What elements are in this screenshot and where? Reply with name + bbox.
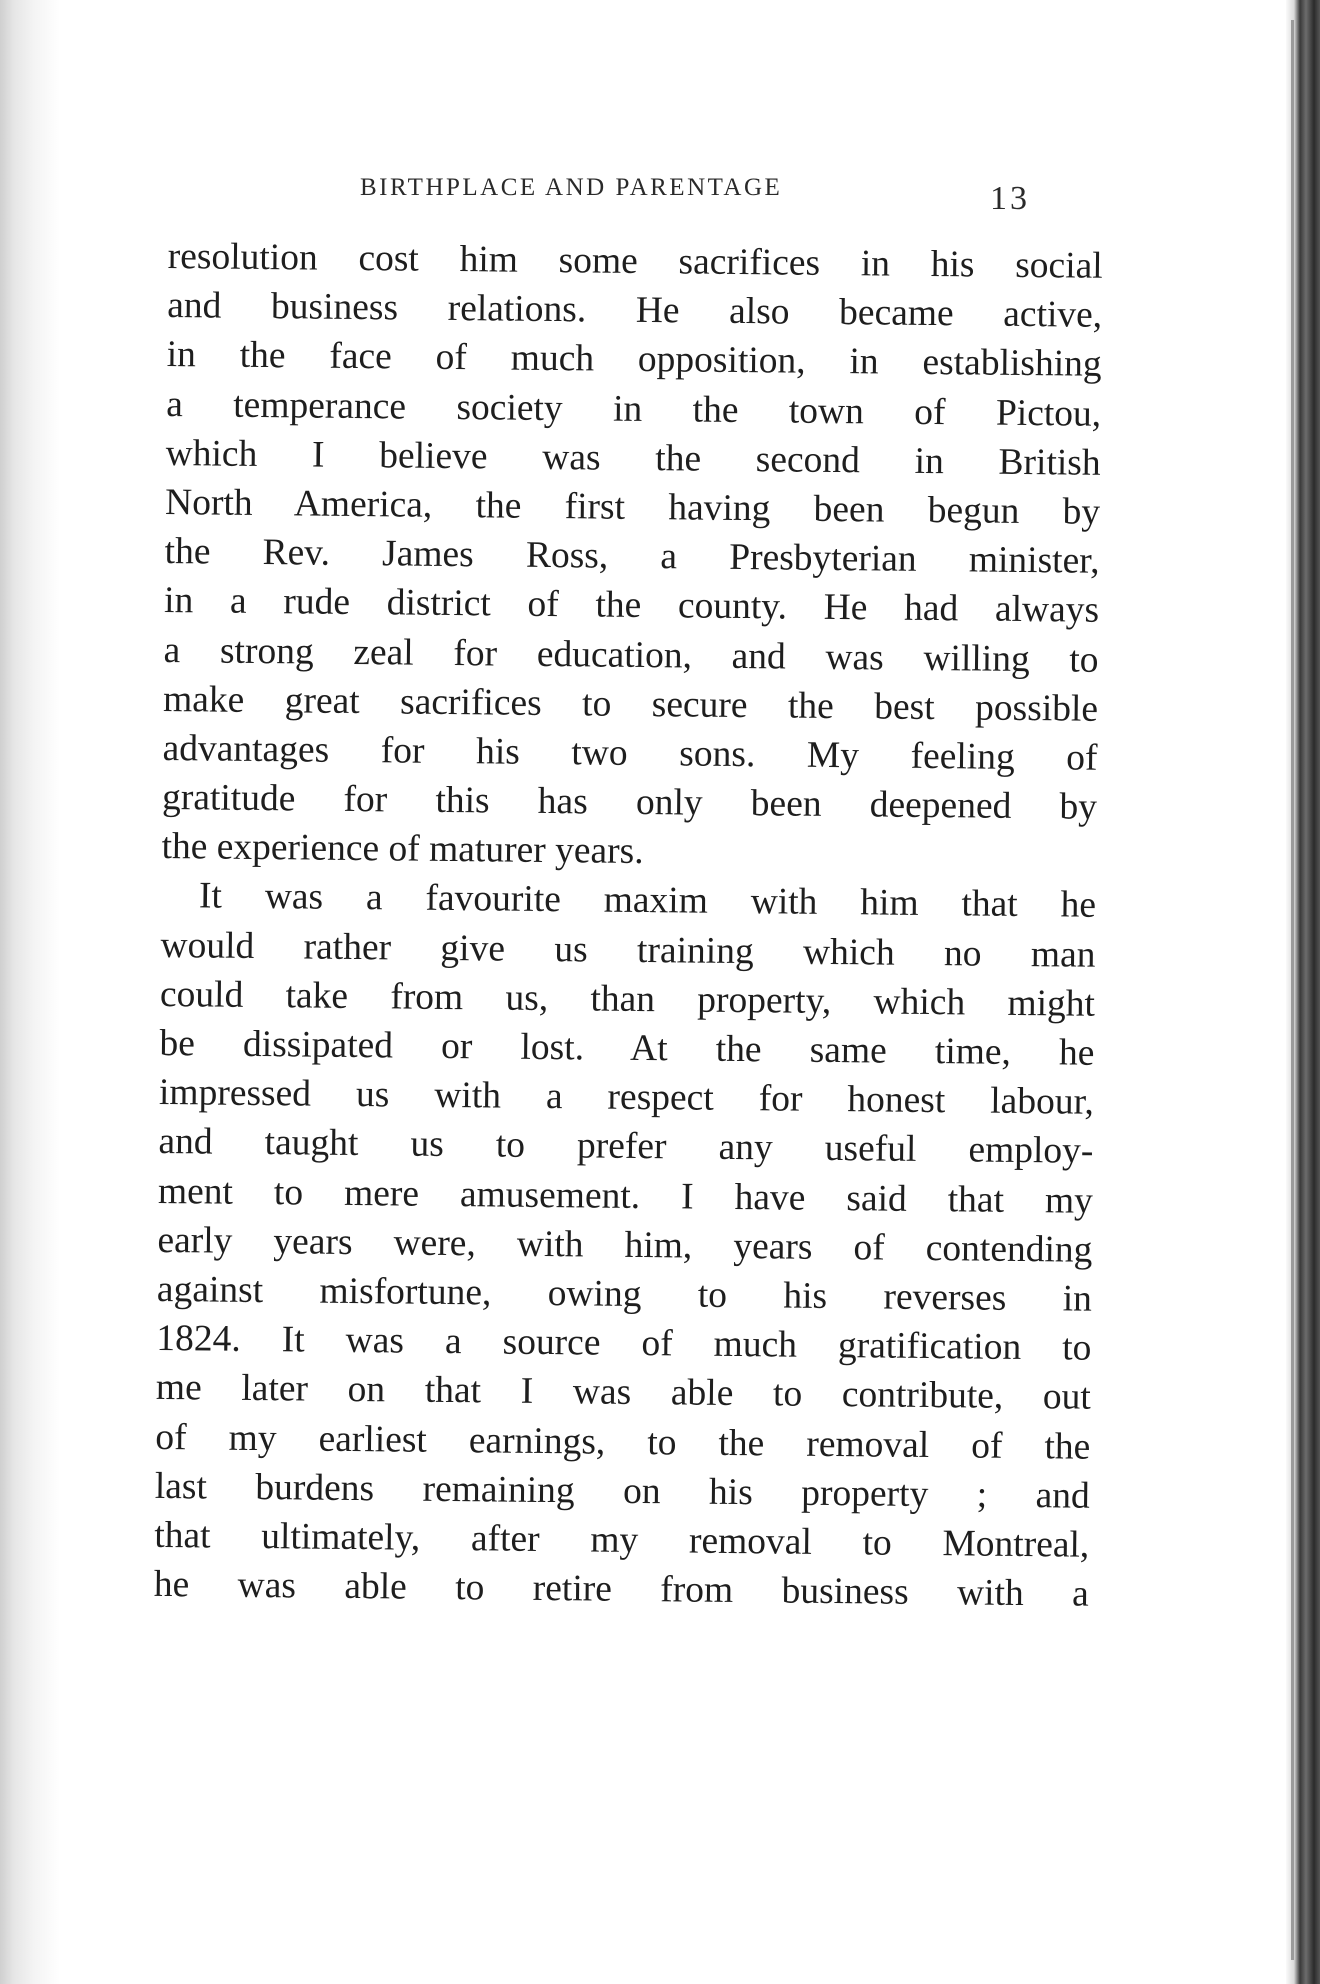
paragraph-last-line: the experience of maturer years.	[161, 826, 644, 873]
text-line: the Rev. James Ross, a Presbyterian minister,	[164, 531, 1100, 582]
text-line: make great sacrifices to secure the best possible	[162, 678, 1099, 730]
page-number: 13	[990, 180, 1030, 217]
text-line: impressed us with a respect for honest labour,	[158, 1072, 1095, 1123]
text-line: a temperance society in the town of Pictou,	[165, 383, 1102, 435]
text-line: which I believe was the second in British	[165, 432, 1101, 484]
text-line: last burdens remaining on his property ; and	[154, 1465, 1091, 1517]
text-line: that ultimately, after my removal to Montreal,	[154, 1514, 1090, 1566]
text-line: be dissipated or lost. At the same time, he	[159, 1022, 1095, 1074]
text-line: a strong zeal for education, and was willing to	[163, 629, 1099, 681]
text-line: early years were, with him, years of contending	[157, 1219, 1093, 1271]
text-line: advantages for his two sons. My feeling of	[162, 727, 1098, 779]
scan-left-shadow	[0, 0, 60, 1984]
text-line: resolution cost him some sacrifices in his social	[167, 235, 1103, 287]
text-line: gratitude for this has only been deepened by	[161, 777, 1098, 828]
body-text	[154, 232, 1103, 1619]
text-line: 1824. It was a source of much gratification to	[156, 1318, 1092, 1369]
text-line: and taught us to prefer any useful employ-	[158, 1121, 1094, 1173]
paragraph-first-line: It was a favourite maxim with him that he	[198, 875, 1097, 927]
text-line: ment to mere amusement. I have said that my	[157, 1170, 1094, 1222]
text-line: could take from us, than property, which might	[159, 973, 1096, 1025]
text-line: in the face of much opposition, in establishing	[166, 334, 1102, 386]
text-line: of my earliest earnings, to the removal of the	[155, 1416, 1091, 1468]
text-line: me later on that I was able to contribute, out	[155, 1367, 1092, 1419]
page-edge-line	[1291, 20, 1294, 1960]
text-line: against misfortune, owing to his reverses in	[156, 1268, 1093, 1320]
text-line: would rather give us training which no man	[160, 924, 1096, 976]
text-line: he was able to retire from business with a	[153, 1563, 1089, 1615]
text-line: North America, the first having been begun by	[164, 481, 1101, 533]
text-line: in a rude district of the county. He had always	[163, 580, 1100, 632]
text-line: and business relations. He also became active,	[167, 285, 1103, 336]
running-head: BIRTHPLACE AND PARENTAGE	[360, 174, 783, 201]
book-page	[60, 0, 1286, 1984]
